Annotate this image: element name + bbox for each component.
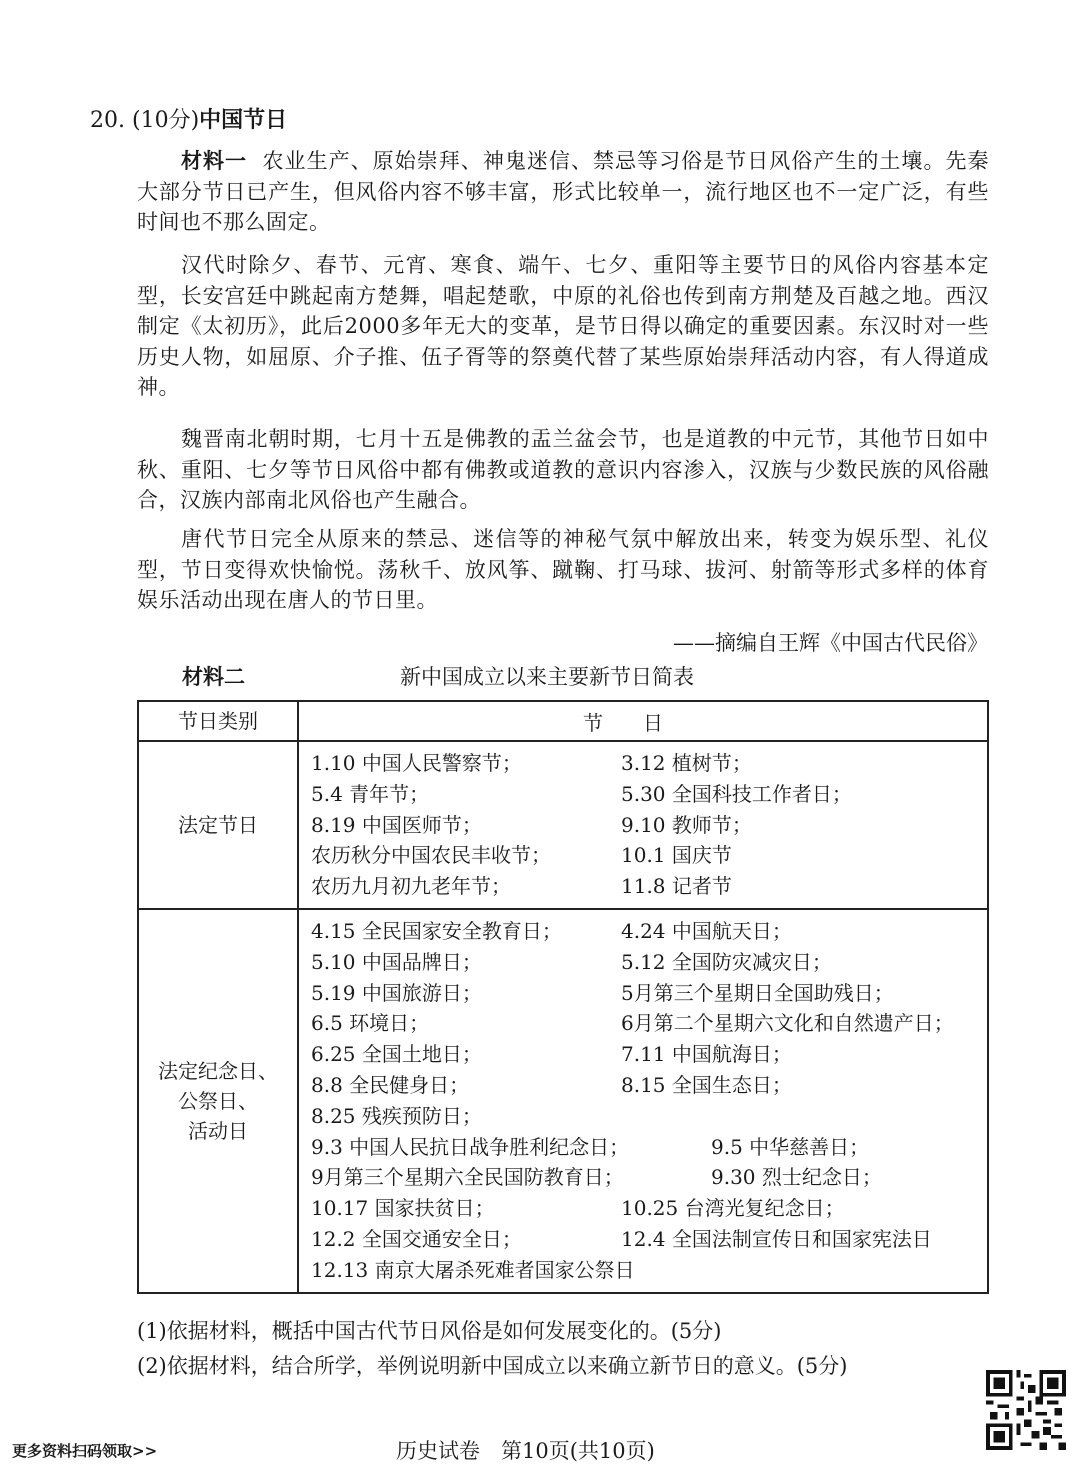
material2-label: 材料二 [182, 665, 245, 689]
festival-table [137, 700, 989, 1294]
table-title: 新中国成立以来主要新节日简表 [400, 665, 694, 689]
material1-paragraph-3: 魏晋南北朝时期，七月十五是佛教的盂兰盆会节，也是道教的中元节，其他节日如中秋、重阳、七夕等节日风俗中都有佛教或道教的意识内容渗入，汉族与少数民族的风俗融合，汉族内部南北风俗也产生融合。 [137, 427, 989, 513]
sub-questions [137, 1314, 848, 1384]
festival-line: 8.25 残疾预防日； [311, 1103, 482, 1128]
category-cell: 法定节日 [138, 741, 298, 909]
table-header-row [138, 701, 988, 741]
sub-question-2: (2)依据材料，结合所学，举例说明新中国成立以来确立新节日的意义。(5分) [137, 1354, 848, 1378]
material1-paragraph-2: 汉代时除夕、春节、元宵、寒食、端午、七夕、重阳等主要节日的风俗内容基本定型，长安宫廷中跳起南方楚舞，唱起楚歌，中原的礼俗也传到南方荆楚及百越之地。西汉制定《太初历》，此后2000多年无大的变革，是节日得以确定的重要因素。东汉时对一些历史人物，如屈原、介子推、伍子胥等的祭奠代替了某些原始崇拜活动内容，有人得道成神。 [137, 253, 989, 400]
table-row [138, 741, 988, 909]
material1-paragraph-1: 材料一 农业生产、原始崇拜、神鬼迷信、禁忌等习俗是节日风俗产生的土壤。先秦大部分节日已产生，但风俗内容不够丰富，形式比较单一，流行地区也不一定广泛，有些时间也不那么固定。 [137, 149, 989, 235]
category-cell: 法定纪念日、 公祭日、 活动日 [138, 909, 298, 1293]
page-footer: 历史试卷 第10页(共10页) [396, 1439, 655, 1463]
header-category: 节日类别 [138, 701, 298, 741]
question-score: (10分) [132, 108, 200, 133]
material1-paragraph-4: 唐代节日完全从原来的禁忌、迷信等的神秘气氛中解放出来，转变为娱乐型、礼仪型，节日变得欢快愉悦。荡秋千、放风筝、蹴鞠、打马球、拔河、射箭等形式多样的体育娱乐活动出现在唐人的节日里。 [137, 527, 989, 613]
festival-cell [298, 741, 988, 909]
sub-question-1: (1)依据材料，概括中国古代节日风俗是如何发展变化的。(5分) [137, 1319, 722, 1343]
question-heading [90, 106, 287, 136]
question-title: 中国节日 [199, 108, 288, 133]
festival-line: 6.25 全国土地日； 7.11 中国航海日； [311, 1042, 792, 1067]
promo-text: 更多资料扫码领取>> [12, 1442, 158, 1460]
festival-line: 8.19 中国医师节； 9.10 教师节； [311, 812, 752, 837]
festival-line: 9.3 中国人民抗日战争胜利纪念日； 9.5 中华慈善日； [311, 1134, 870, 1159]
festival-line: 4.15 全民国家安全教育日； 4.24 中国航天日； [311, 918, 792, 943]
festival-line: 5.19 中国旅游日； 5月第三个星期日全国助残日； [311, 980, 894, 1005]
question-number: 20. [90, 108, 125, 133]
festival-line: 10.17 国家扶贫日； 10.25 台湾光复纪念日； [311, 1196, 845, 1221]
material1-label: 材料一 [181, 149, 248, 173]
festival-cell [298, 909, 988, 1293]
festival-line: 8.8 全民健身日； 8.15 全国生态日； [311, 1072, 792, 1097]
festival-line: 5.10 中国品牌日； 5.12 全国防灾减灾日； [311, 949, 832, 974]
festival-line: 5.4 青年节； 5.30 全国科技工作者日； [311, 781, 852, 806]
header-festivals: 节日 [298, 701, 988, 741]
qr-code-icon[interactable] [986, 1370, 1066, 1450]
festival-line: 12.2 全国交通安全日； 12.4 全国法制宣传日和国家宪法日 [311, 1226, 932, 1251]
festival-line: 6.5 环境日； 6月第二个星期六文化和自然遗产日； [311, 1011, 954, 1036]
festival-line: 农历秋分中国农民丰收节； 10.1 国庆节 [311, 843, 732, 868]
table-row [138, 909, 988, 1293]
festival-line: 9月第三个星期六全民国防教育日； 9.30 烈士纪念日； [311, 1165, 882, 1190]
material1-source: ——摘编自王辉《中国古代民俗》 [673, 631, 988, 655]
festival-line: 1.10 中国人民警察节； 3.12 植树节； [311, 751, 752, 775]
festival-line: 12.13 南京大屠杀死难者国家公祭日 [311, 1257, 635, 1282]
festival-line: 农历九月初九老年节； 11.8 记者节 [311, 874, 732, 899]
